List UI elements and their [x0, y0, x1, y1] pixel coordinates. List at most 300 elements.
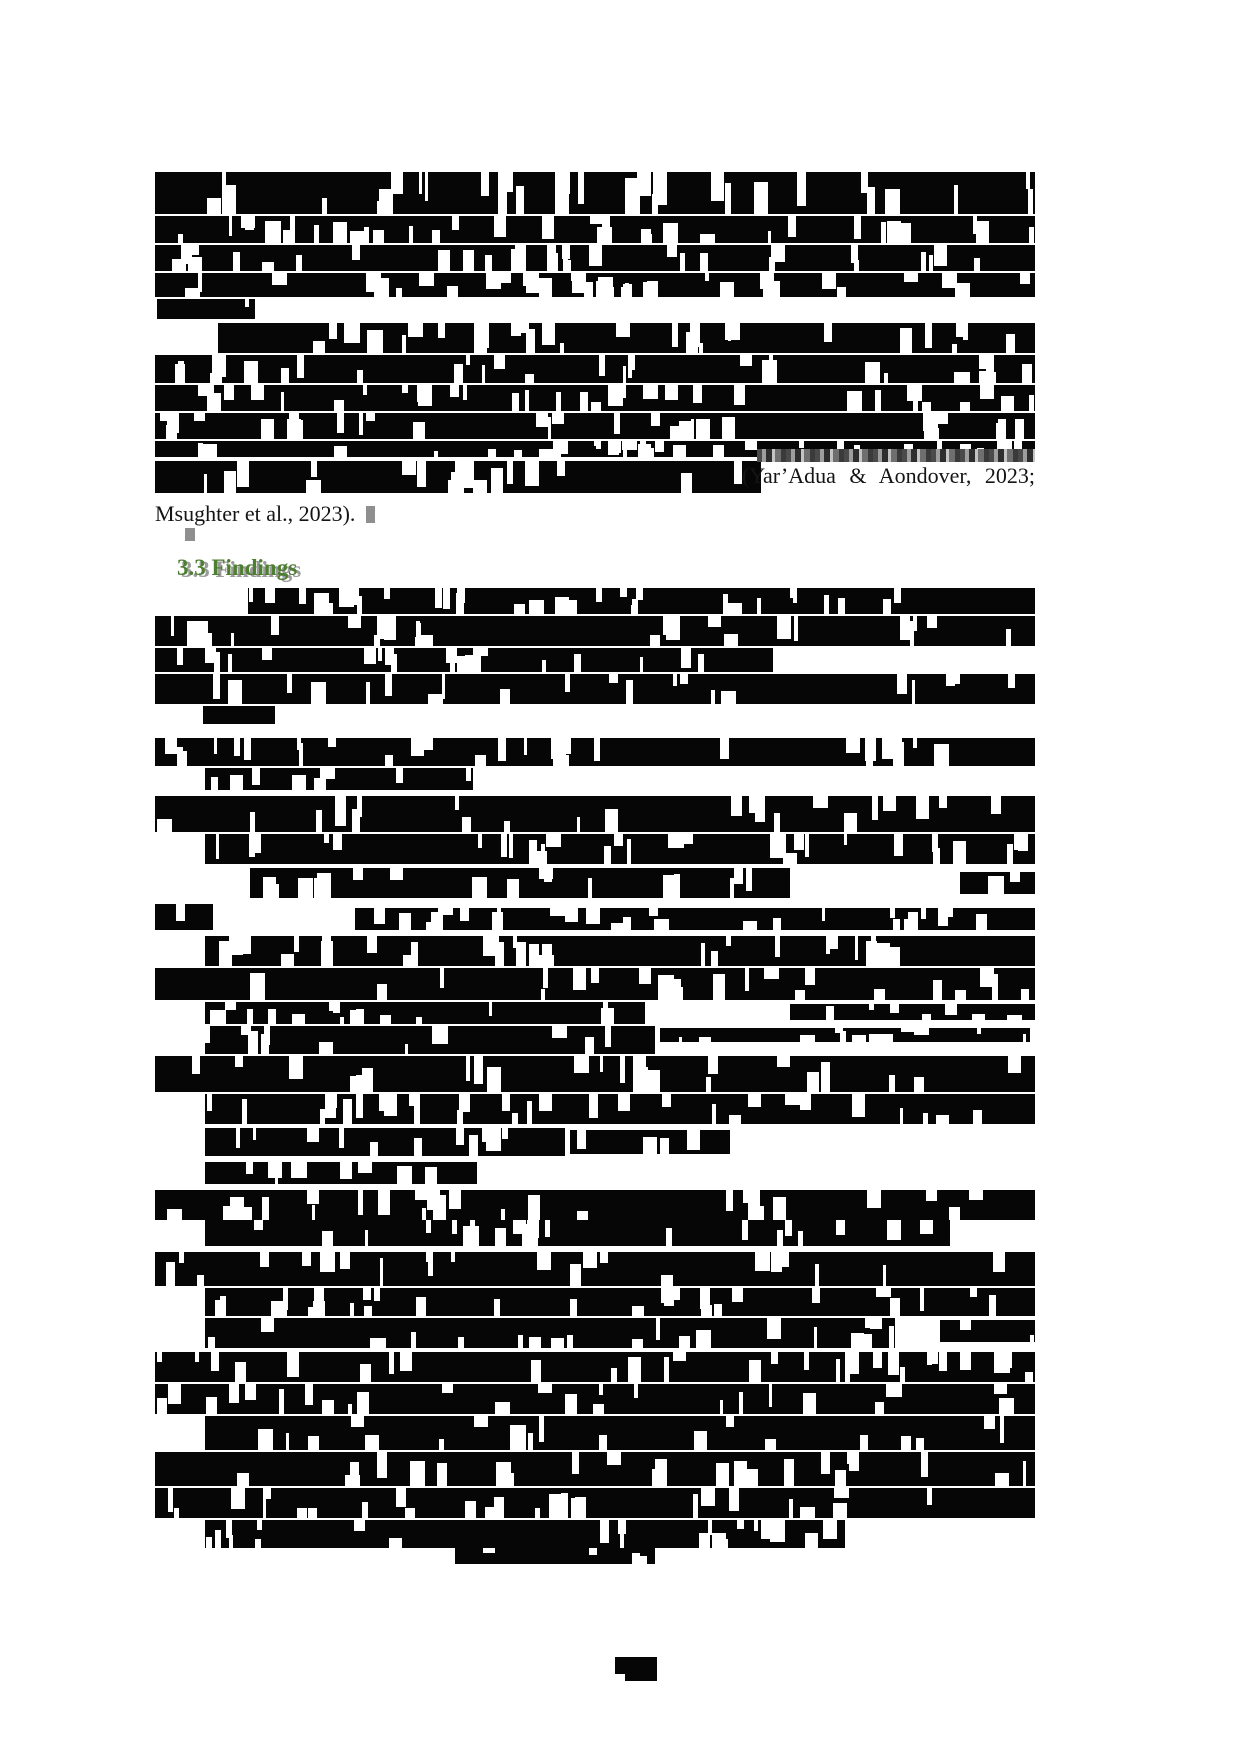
redaction-gap: [316, 810, 322, 832]
redaction-gap: [397, 1166, 412, 1184]
redaction-gap: [501, 1209, 505, 1220]
redaction-gap: [525, 390, 529, 411]
redaction-gap: [405, 1044, 409, 1054]
redaction-gap: [350, 1303, 354, 1316]
redaction-gap: [340, 1162, 352, 1179]
redaction-gap: [252, 768, 260, 785]
redaction-gap: [708, 616, 721, 627]
redaction-gap: [607, 1452, 620, 1465]
redaction-gap: [166, 425, 177, 439]
redaction-gap: [960, 1320, 970, 1330]
redaction-gap: [462, 817, 471, 832]
redaction-gap: [805, 968, 815, 985]
redaction-gap: [924, 425, 934, 439]
redaction-gap: [482, 365, 485, 383]
redaction-gap: [324, 834, 329, 843]
redaction-gap: [340, 1252, 350, 1269]
redaction-gap: [755, 796, 765, 822]
redaction-gap: [507, 879, 519, 898]
redaction-gap: [231, 633, 234, 646]
redaction-gap: [589, 1094, 598, 1118]
redaction-gap: [568, 260, 571, 271]
redaction-gap: [914, 1028, 928, 1035]
redaction-gap: [531, 1360, 541, 1382]
redaction-gap: [681, 473, 692, 493]
redaction-gap: [641, 229, 651, 243]
redaction-gap: [291, 1162, 307, 1178]
redaction-gap: [729, 1488, 740, 1511]
redaction-gap: [483, 1548, 496, 1553]
redaction-gap: [673, 445, 686, 457]
redaction-gap: [545, 1220, 550, 1237]
redaction-gap: [358, 1190, 363, 1215]
redaction-gap: [187, 621, 201, 646]
redaction-gap: [699, 1533, 710, 1548]
redaction-gap: [242, 1207, 252, 1220]
redaction-gap: [536, 413, 548, 427]
redaction-gap: [301, 878, 311, 898]
redaction-gap: [852, 1094, 864, 1117]
redaction-gap: [482, 1128, 490, 1142]
redaction-gap: [283, 230, 295, 244]
redaction-gap: [764, 968, 778, 979]
redaction-gap: [611, 1368, 617, 1382]
redaction-gap: [377, 201, 382, 214]
redaction-gap: [716, 1463, 729, 1486]
redaction-gap: [529, 944, 539, 966]
redaction-gap: [672, 323, 678, 347]
redaction-gap: [207, 450, 210, 457]
redaction-gap: [973, 1110, 982, 1124]
redaction-gap: [821, 1452, 831, 1474]
redaction-gap: [171, 616, 174, 636]
redaction-gap: [1025, 1372, 1033, 1382]
redaction-gap: [408, 323, 424, 337]
redaction-gap: [929, 255, 934, 271]
redaction-gap: [528, 1195, 540, 1220]
redaction-gap: [743, 1190, 753, 1203]
redaction-gap: [1021, 989, 1028, 1000]
redaction-gap: [320, 1109, 325, 1124]
redaction-gap: [721, 691, 736, 704]
redaction-gap: [565, 674, 570, 692]
redaction-gap: [515, 245, 526, 262]
redaction-gap: [205, 648, 215, 663]
redaction-gap: [308, 1508, 317, 1518]
redaction-gap: [1029, 395, 1035, 411]
redaction-gap: [803, 1393, 816, 1414]
redaction-gap: [364, 227, 369, 243]
redaction-gap: [179, 1252, 184, 1263]
redaction-gap: [826, 1006, 834, 1020]
redaction-gap: [833, 1503, 847, 1518]
redaction-bar: [155, 796, 1035, 832]
redaction-gap: [887, 1220, 901, 1240]
redaction-gap: [174, 1508, 179, 1518]
redaction-gap: [160, 413, 169, 421]
redaction-bar: [570, 1130, 730, 1154]
redaction-gap: [364, 648, 377, 664]
redaction-gap: [696, 419, 710, 439]
redaction-gap: [377, 984, 387, 1000]
redaction-gap: [628, 355, 632, 378]
redaction-gap: [452, 216, 459, 230]
redaction-gap: [774, 1252, 789, 1267]
redaction-gap: [551, 738, 565, 759]
redaction-gap: [320, 1252, 336, 1272]
redaction-gap: [297, 738, 301, 750]
redaction-gap: [237, 1473, 249, 1486]
redaction-gap: [875, 390, 881, 411]
redaction-gap: [774, 813, 780, 832]
redaction-gap: [636, 588, 643, 600]
redaction-gap: [435, 588, 442, 608]
redaction-gap: [785, 1094, 800, 1105]
redaction-gap: [845, 1365, 850, 1382]
redaction-gap: [734, 385, 745, 405]
redaction-gap: [901, 1436, 912, 1450]
redaction-gap: [897, 674, 908, 694]
redaction-gap: [526, 273, 540, 293]
redaction-gap: [360, 1364, 370, 1382]
redaction-gap: [565, 908, 578, 922]
redaction-gap: [639, 968, 651, 984]
redaction-gap: [737, 1520, 744, 1529]
redaction-gap: [524, 738, 528, 755]
redaction-gap: [466, 768, 471, 781]
redaction-gap: [889, 1075, 894, 1092]
redaction-gap: [1028, 189, 1033, 214]
redaction-gap: [632, 599, 638, 614]
redaction-gap: [498, 172, 513, 192]
redaction-gap: [933, 413, 948, 424]
redaction-bar: [940, 1320, 1035, 1342]
redaction-gap: [1008, 1056, 1021, 1073]
redaction-bar: [155, 1190, 1035, 1220]
redaction-gap: [865, 362, 880, 383]
redaction-gap: [1001, 396, 1014, 411]
redaction-gap: [457, 656, 470, 672]
redaction-gap: [745, 441, 758, 450]
redaction-gap: [494, 1299, 500, 1316]
redaction-gap: [874, 989, 886, 1000]
redaction-gap: [438, 908, 452, 915]
redaction-gap: [840, 1031, 846, 1042]
redaction-bar: [155, 1452, 1035, 1486]
redaction-gap: [486, 273, 501, 289]
redaction-gap: [352, 245, 359, 260]
redaction-gap: [370, 1142, 378, 1156]
redaction-gap: [794, 834, 804, 850]
redaction-gap: [910, 621, 914, 646]
redaction-gap: [292, 775, 306, 790]
redaction-gap: [608, 385, 623, 406]
section-heading: 3.3 Findings: [177, 555, 298, 580]
redaction-gap: [927, 1488, 932, 1505]
redaction-gap: [724, 634, 738, 646]
redaction-gap: [314, 225, 319, 243]
redaction-gap: [654, 919, 669, 930]
redaction-gap: [700, 253, 708, 271]
redaction-gap: [400, 1352, 412, 1371]
redaction-gap: [245, 1384, 256, 1400]
redaction-gap: [946, 674, 955, 686]
redaction-gap: [334, 446, 347, 457]
redaction-gap: [231, 1488, 245, 1509]
redaction-gap: [1030, 1335, 1034, 1343]
redaction-gap: [194, 413, 205, 421]
redaction-gap: [348, 1404, 353, 1414]
redaction-gap: [370, 1338, 385, 1348]
redaction-gap: [656, 1318, 661, 1340]
redaction-gap: [696, 1330, 711, 1348]
redaction-bar: [155, 1252, 1035, 1286]
redaction-gap: [722, 417, 735, 439]
redaction-gap: [720, 282, 734, 297]
redaction-gap: [596, 441, 601, 449]
redaction-gap: [257, 1520, 261, 1530]
redaction-gap: [438, 323, 445, 338]
redaction-gap: [666, 1228, 672, 1246]
redaction-gap: [357, 596, 362, 614]
redaction-gap: [701, 943, 705, 966]
redaction-gap: [339, 1128, 344, 1148]
redaction-gap: [501, 834, 507, 857]
redaction-gap: [511, 323, 521, 336]
redaction-gap: [639, 1556, 647, 1564]
redaction-gap: [763, 278, 773, 297]
redaction-gap: [529, 840, 536, 864]
redaction-gap: [281, 954, 293, 966]
redaction-gap: [563, 258, 568, 271]
redaction-bar: [205, 1318, 895, 1348]
redaction-gap: [777, 1230, 783, 1246]
redaction-gap: [599, 1435, 607, 1450]
redaction-gap: [466, 355, 471, 365]
redaction-gap: [807, 1072, 819, 1092]
redaction-gap: [700, 234, 714, 243]
redaction-gap: [510, 1425, 526, 1450]
redaction-gap: [229, 1384, 238, 1403]
redaction-gap: [663, 875, 678, 898]
redaction-bar: [455, 1548, 655, 1564]
redaction-gap: [501, 273, 512, 283]
redaction-gap: [213, 674, 220, 699]
redaction-gap: [384, 588, 390, 599]
redaction-gap: [353, 868, 363, 880]
redaction-gap: [463, 385, 467, 400]
redaction-gap: [720, 738, 730, 759]
redaction-gap: [743, 921, 757, 930]
redaction-gap: [450, 385, 459, 397]
redaction-gap: [633, 1067, 648, 1092]
redaction-gap: [432, 230, 440, 243]
redaction-gap: [434, 451, 438, 457]
redaction-gap: [583, 1252, 597, 1268]
redaction-gap: [900, 328, 912, 353]
redaction-gap: [402, 335, 406, 353]
redaction-gap: [1008, 674, 1015, 688]
redaction-gap: [167, 1209, 181, 1220]
redaction-gap: [578, 172, 584, 204]
redaction-gap: [901, 223, 911, 243]
redaction-bar: [155, 245, 1035, 271]
redaction-gap: [542, 944, 551, 966]
redaction-gap: [889, 1326, 894, 1348]
redaction-gap: [777, 1056, 790, 1067]
redaction-gap: [203, 633, 212, 646]
ghost-mark: [366, 506, 375, 523]
redaction-gap: [622, 441, 637, 450]
redaction-gap: [296, 255, 303, 271]
redaction-gap: [949, 1207, 960, 1220]
redaction-gap: [168, 1488, 173, 1512]
redaction-gap: [333, 1002, 340, 1013]
redaction-gap: [593, 1404, 604, 1414]
redaction-gap: [358, 1162, 372, 1173]
redaction-gap: [497, 908, 501, 926]
redaction-gap: [439, 1439, 444, 1450]
redaction-gap: [422, 1208, 425, 1220]
redaction-gap: [333, 834, 342, 850]
redaction-gap: [708, 1056, 718, 1074]
redaction-gap: [305, 1384, 313, 1405]
redaction-bar: [155, 674, 1035, 704]
redaction-gap: [343, 1099, 352, 1124]
redaction-gap: [475, 755, 487, 766]
redaction-bar: [155, 461, 761, 493]
redaction-gap: [1022, 364, 1031, 383]
redaction-gap: [425, 1172, 432, 1184]
redaction-gap: [246, 1162, 253, 1174]
citation-text: (Yar’Adua & Aondover, 2023;: [741, 463, 1035, 488]
redaction-bar: [205, 1026, 655, 1054]
redaction-gap: [543, 452, 555, 457]
redaction-gap: [600, 1056, 603, 1072]
redaction-gap: [714, 1304, 722, 1316]
redaction-gap: [805, 1533, 818, 1548]
redaction-gap: [837, 441, 844, 449]
redaction-gap: [211, 777, 218, 790]
redaction-gap: [821, 1062, 830, 1092]
redaction-gap: [734, 868, 743, 884]
redaction-gap: [498, 191, 507, 214]
redaction-gap: [706, 1077, 711, 1092]
redaction-gap: [396, 768, 403, 783]
redaction-gap: [596, 588, 602, 602]
redaction-gap: [680, 253, 685, 271]
redaction-gap: [893, 742, 905, 766]
redaction-gap: [254, 1220, 264, 1230]
redaction-gap: [600, 1252, 608, 1263]
redaction-gap: [366, 413, 375, 421]
redaction-gap: [693, 1494, 697, 1518]
redaction-gap: [319, 1042, 334, 1054]
redaction-gap: [977, 1028, 981, 1034]
redaction-gap: [824, 595, 830, 614]
redaction-gap: [488, 449, 497, 457]
redaction-gap: [562, 600, 577, 614]
redaction-gap: [380, 1258, 383, 1286]
redaction-bar: [155, 355, 1035, 383]
redaction-gap: [618, 1520, 626, 1534]
redaction-bar: [250, 868, 790, 898]
redaction-gap: [746, 1469, 758, 1486]
redaction-gap: [849, 1452, 860, 1471]
redaction-gap: [907, 385, 923, 401]
redaction-gap: [799, 441, 803, 448]
redaction-gap: [414, 1138, 422, 1156]
redaction-gap: [705, 273, 709, 281]
redaction-gap: [297, 355, 304, 378]
redaction-gap: [235, 1056, 244, 1067]
redaction-gap: [224, 471, 235, 493]
redaction-gap: [528, 1433, 533, 1450]
redaction-gap: [473, 648, 488, 656]
redaction-gap: [566, 738, 571, 754]
redaction-gap: [699, 343, 703, 353]
redaction-gap: [574, 1056, 589, 1073]
redaction-gap: [875, 943, 891, 966]
redaction-gap: [728, 323, 731, 341]
redaction-gap: [611, 923, 624, 930]
redaction-gap: [954, 185, 958, 214]
redaction-gap: [539, 1094, 552, 1111]
redaction-gap: [866, 756, 874, 766]
redaction-gap: [771, 1352, 778, 1364]
ghost-text-strip: [757, 449, 1035, 462]
redaction-gap: [297, 1508, 308, 1518]
redaction-gap: [993, 796, 1000, 808]
redaction-gap: [215, 1300, 226, 1316]
redaction-gap: [402, 385, 408, 393]
redaction-gap: [549, 1494, 565, 1519]
redaction-gap: [311, 461, 317, 477]
redaction-gap: [157, 1398, 167, 1414]
redaction-gap: [314, 593, 328, 614]
redaction-gap: [632, 1339, 642, 1348]
redaction-gap: [556, 392, 560, 411]
redaction-gap: [265, 588, 275, 603]
redaction-gap: [640, 657, 644, 672]
redaction-gap: [860, 1435, 868, 1450]
redaction-gap: [525, 461, 540, 486]
redaction-gap: [574, 654, 581, 672]
redaction-gap: [939, 1352, 947, 1371]
redaction-gap: [894, 834, 903, 856]
redaction-gap: [623, 366, 626, 383]
redaction-bar: [155, 968, 1035, 1000]
redaction-gap: [980, 372, 996, 383]
redaction-gap: [976, 221, 989, 243]
redaction-gap: [502, 1128, 507, 1139]
redaction-gap: [601, 1008, 615, 1024]
redaction-gap: [495, 1402, 510, 1414]
page-number-blob: [625, 1671, 657, 1681]
redaction-gap: [653, 172, 667, 205]
redaction-gap: [846, 738, 860, 753]
redaction-gap: [586, 908, 600, 924]
redaction-gap: [235, 1362, 246, 1382]
redaction-gap: [495, 1228, 506, 1247]
redaction-gap: [775, 936, 780, 957]
redaction-gap: [851, 245, 858, 263]
redaction-gap: [1015, 419, 1025, 439]
redaction-gap: [904, 273, 919, 282]
redaction-gap: [655, 441, 665, 452]
redaction-gap: [701, 1488, 715, 1506]
ghost-mark: [185, 528, 195, 541]
